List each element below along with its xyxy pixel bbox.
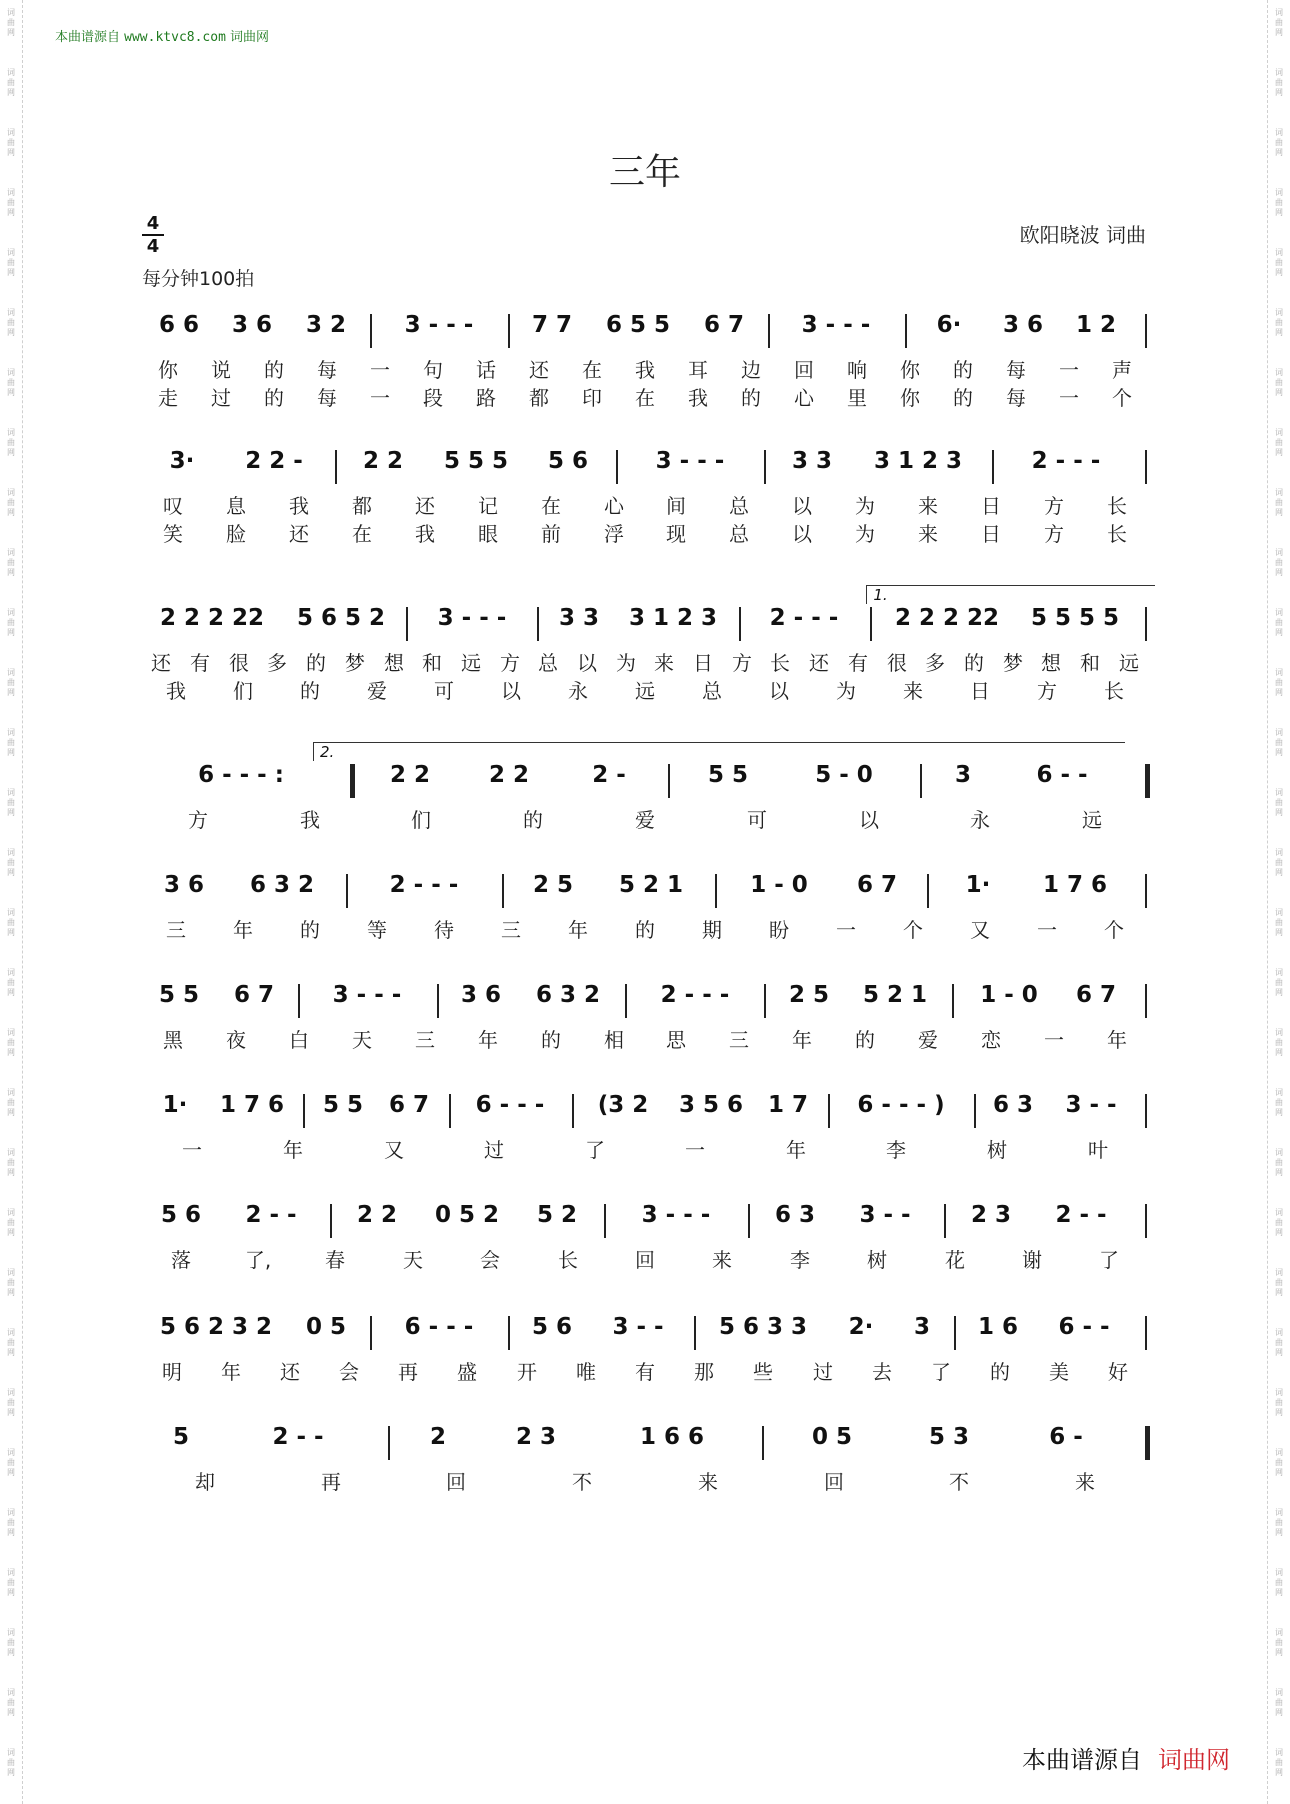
watermark-text: 词 曲 网 bbox=[7, 1028, 15, 1057]
barline bbox=[335, 450, 337, 484]
barline bbox=[927, 874, 929, 908]
tempo-marking: 每分钟100拍 bbox=[142, 268, 255, 290]
note-text: 2· bbox=[848, 1314, 874, 1340]
note-text: 3 3 bbox=[558, 605, 600, 631]
source-site: 词曲网 bbox=[230, 30, 270, 45]
note-text: 2 5 bbox=[532, 872, 574, 898]
barline bbox=[625, 984, 627, 1018]
barline bbox=[768, 314, 770, 348]
lyric-row: 却 再 回 不 来 回 不 来 bbox=[195, 1470, 1095, 1494]
watermark-text: 词 曲 网 bbox=[7, 1208, 15, 1237]
notes-row bbox=[142, 870, 1148, 914]
note-text: 5 3 bbox=[928, 1424, 970, 1450]
watermark-text: 词 曲 网 bbox=[1275, 8, 1283, 37]
lyric-row: 明 年 还 会 再 盛 开 唯 有 那 些 过 去 了 的 美 好 bbox=[162, 1360, 1128, 1384]
footer-source-site[interactable]: 词曲网 bbox=[1158, 1746, 1230, 1774]
watermark-text: 词 曲 网 bbox=[7, 788, 15, 817]
watermark-text: 词 曲 网 bbox=[7, 128, 15, 157]
note-text: 3 - - - bbox=[801, 312, 871, 338]
barline bbox=[694, 1316, 696, 1350]
watermark-text: 词 曲 网 bbox=[1275, 368, 1283, 397]
lyric-row: 走 过 的 每 一 段 路 都 印 在 我 的 心 里 你 的 每 一 个 bbox=[158, 386, 1132, 410]
watermark-text: 词 曲 网 bbox=[1275, 968, 1283, 997]
watermark-text: 词 曲 网 bbox=[1275, 1448, 1283, 1477]
footer-source-note: 本曲谱源自 bbox=[1022, 1746, 1142, 1774]
note-text: 3 - - - bbox=[437, 605, 507, 631]
author-credit: 欧阳晓波 词曲 bbox=[1019, 223, 1146, 247]
note-text: 2 - bbox=[592, 762, 626, 788]
watermark-text: 词 曲 网 bbox=[7, 1688, 15, 1717]
source-url[interactable]: www.ktvc8.com bbox=[124, 30, 226, 45]
notes-row bbox=[142, 760, 1148, 804]
note-text: 3 6 bbox=[1002, 312, 1044, 338]
watermark-text: 词 曲 网 bbox=[7, 1628, 15, 1657]
note-text: 5 6 bbox=[531, 1314, 573, 1340]
note-text: 5 5 bbox=[707, 762, 749, 788]
barline bbox=[1145, 607, 1147, 641]
note-text: 2 2 2 22 bbox=[894, 605, 1000, 631]
barline bbox=[298, 984, 300, 1018]
note-text: 5 6 5 2 bbox=[296, 605, 386, 631]
barline bbox=[764, 984, 766, 1018]
watermark-text: 词 曲 网 bbox=[1275, 1268, 1283, 1297]
barline bbox=[449, 1094, 451, 1128]
watermark-text: 词 曲 网 bbox=[1275, 248, 1283, 277]
note-text: 5 2 1 bbox=[618, 872, 684, 898]
note-text: 6 3 2 bbox=[249, 872, 315, 898]
source-note: 本曲谱源自 bbox=[55, 30, 121, 45]
note-text: 2 5 bbox=[788, 982, 830, 1008]
note-text: 6 - bbox=[1049, 1424, 1083, 1450]
note-text: 1 7 bbox=[767, 1092, 809, 1118]
note-text: 1· bbox=[162, 1092, 188, 1118]
note-text: 5 2 1 bbox=[862, 982, 928, 1008]
note-text: 3 - - bbox=[859, 1202, 911, 1228]
time-signature-top: 4 bbox=[146, 213, 160, 234]
watermark-text: 词 曲 网 bbox=[7, 1268, 15, 1297]
barline bbox=[1145, 1316, 1147, 1350]
barline bbox=[502, 874, 504, 908]
watermark-text: 词 曲 网 bbox=[7, 188, 15, 217]
note-text: 2 - - bbox=[1055, 1202, 1107, 1228]
time-signature bbox=[142, 214, 164, 256]
barline bbox=[388, 1426, 390, 1460]
barline bbox=[1145, 1204, 1147, 1238]
score-line bbox=[142, 980, 1148, 1052]
barline bbox=[748, 1204, 750, 1238]
lyric-row: 叹 息 我 都 还 记 在 心 间 总 以 为 来 日 方 长 bbox=[163, 494, 1127, 518]
barline bbox=[715, 874, 717, 908]
song-title: 三年 bbox=[608, 152, 681, 193]
watermark-text: 词 曲 网 bbox=[7, 308, 15, 337]
notes-row bbox=[142, 980, 1148, 1024]
note-text: 3 6 bbox=[163, 872, 205, 898]
double-barline bbox=[1145, 764, 1150, 798]
note-text: 6 - - - : bbox=[198, 762, 284, 788]
watermark-text: 词 曲 网 bbox=[7, 428, 15, 457]
note-text: 2 2 bbox=[362, 448, 404, 474]
note-text: 6 - - - bbox=[475, 1092, 545, 1118]
source-header bbox=[55, 26, 269, 45]
note-text: 5 bbox=[172, 1424, 190, 1450]
barline bbox=[952, 984, 954, 1018]
left-watermark-strip bbox=[0, 0, 23, 1804]
watermark-text: 词 曲 网 bbox=[7, 1568, 15, 1597]
note-text: 3 - - bbox=[612, 1314, 664, 1340]
volta-bracket: 2. bbox=[313, 742, 1125, 761]
barline bbox=[920, 764, 922, 798]
watermark-text: 词 曲 网 bbox=[1275, 308, 1283, 337]
note-text: 2 2 bbox=[356, 1202, 398, 1228]
lyric-row: 落 了, 春 天 会 长 回 来 李 树 花 谢 了 bbox=[171, 1248, 1119, 1272]
watermark-text: 词 曲 网 bbox=[1275, 728, 1283, 757]
time-signature-bottom: 4 bbox=[146, 236, 160, 257]
watermark-text: 词 曲 网 bbox=[1275, 1628, 1283, 1657]
note-text: 5 5 bbox=[158, 982, 200, 1008]
barline bbox=[762, 1426, 764, 1460]
watermark-text: 词 曲 网 bbox=[7, 1448, 15, 1477]
note-text: 6 3 bbox=[992, 1092, 1034, 1118]
watermark-text: 词 曲 网 bbox=[1275, 548, 1283, 577]
note-text: 6 7 bbox=[233, 982, 275, 1008]
watermark-text: 词 曲 网 bbox=[1275, 68, 1283, 97]
note-text: 5 6 2 3 2 bbox=[159, 1314, 273, 1340]
barline bbox=[537, 607, 539, 641]
score-line bbox=[142, 1422, 1148, 1494]
note-text: 5 5 5 5 bbox=[1030, 605, 1120, 631]
barline bbox=[954, 1316, 956, 1350]
barline bbox=[1145, 314, 1147, 348]
note-text: 0 5 bbox=[811, 1424, 853, 1450]
score-line bbox=[142, 586, 1148, 703]
watermark-text: 词 曲 网 bbox=[1275, 1148, 1283, 1177]
note-text: 1 - 0 bbox=[750, 872, 808, 898]
watermark-text: 词 曲 网 bbox=[7, 908, 15, 937]
note-text: 1 - 0 bbox=[980, 982, 1038, 1008]
watermark-text: 词 曲 网 bbox=[1275, 488, 1283, 517]
watermark-text: 词 曲 网 bbox=[7, 1088, 15, 1117]
note-text: 3 bbox=[954, 762, 972, 788]
watermark-text: 词 曲 网 bbox=[1275, 668, 1283, 697]
note-text: 1 6 bbox=[977, 1314, 1019, 1340]
lyric-row: 一 年 又 过 了 一 年 李 树 叶 bbox=[182, 1138, 1108, 1162]
note-text: 3 2 bbox=[305, 312, 347, 338]
right-watermark-strip bbox=[1267, 0, 1290, 1804]
score-line bbox=[142, 743, 1148, 832]
barline bbox=[974, 1094, 976, 1128]
note-text: 2 - - bbox=[272, 1424, 324, 1450]
barline bbox=[1145, 874, 1147, 908]
watermark-text: 词 曲 网 bbox=[7, 968, 15, 997]
note-text: 2 3 bbox=[515, 1424, 557, 1450]
lyric-row: 还 有 很 多 的 梦 想 和 远 方 总 以 为 来 日 方 长 还 有 很 多 的 梦 想 和 远 bbox=[151, 651, 1139, 675]
watermark-text: 词 曲 网 bbox=[1275, 1088, 1283, 1117]
watermark-text: 词 曲 网 bbox=[1275, 848, 1283, 877]
lyric-row: 黑 夜 白 天 三 年 的 相 思 三 年 的 爱 恋 一 年 bbox=[163, 1028, 1127, 1052]
score-line bbox=[142, 310, 1148, 410]
watermark-text: 词 曲 网 bbox=[7, 668, 15, 697]
source-footer bbox=[1022, 1740, 1230, 1775]
barline bbox=[739, 607, 741, 641]
barline bbox=[406, 607, 408, 641]
barline bbox=[1145, 450, 1147, 484]
notes-row bbox=[142, 603, 1148, 647]
watermark-text: 词 曲 网 bbox=[1275, 1028, 1283, 1057]
watermark-text: 词 曲 网 bbox=[1275, 188, 1283, 217]
watermark-text: 词 曲 网 bbox=[1275, 608, 1283, 637]
watermark-text: 词 曲 网 bbox=[1275, 428, 1283, 457]
note-text: 3 - - - bbox=[641, 1202, 711, 1228]
notes-row bbox=[142, 446, 1148, 490]
note-text: 2 bbox=[429, 1424, 447, 1450]
barline bbox=[1145, 1094, 1147, 1128]
barline bbox=[303, 1094, 305, 1128]
notes-row bbox=[142, 310, 1148, 354]
watermark-text: 词 曲 网 bbox=[1275, 908, 1283, 937]
notes-row bbox=[142, 1312, 1148, 1356]
lyric-row: 笑 脸 还 在 我 眼 前 浮 现 总 以 为 来 日 方 长 bbox=[163, 522, 1127, 546]
note-text: 6 6 bbox=[158, 312, 200, 338]
note-text: (3 2 bbox=[597, 1092, 649, 1118]
note-text: 2 2 - bbox=[245, 448, 303, 474]
score-line bbox=[142, 870, 1148, 942]
watermark-text: 词 曲 网 bbox=[7, 1508, 15, 1537]
double-barline bbox=[1145, 1426, 1150, 1460]
watermark-text: 词 曲 网 bbox=[7, 8, 15, 37]
barline bbox=[1145, 984, 1147, 1018]
watermark-text: 词 曲 网 bbox=[1275, 128, 1283, 157]
note-text: 6 - - - ) bbox=[857, 1092, 945, 1118]
note-text: 2 - - - bbox=[1031, 448, 1101, 474]
watermark-text: 词 曲 网 bbox=[7, 1748, 15, 1777]
note-text: 5 6 bbox=[547, 448, 589, 474]
note-text: 3 - - - bbox=[332, 982, 402, 1008]
watermark-text: 词 曲 网 bbox=[7, 368, 15, 397]
watermark-text: 词 曲 网 bbox=[7, 1148, 15, 1177]
note-text: 7 7 bbox=[531, 312, 573, 338]
barline bbox=[330, 1204, 332, 1238]
note-text: 6 - - - bbox=[404, 1314, 474, 1340]
note-text: 1· bbox=[965, 872, 991, 898]
watermark-text: 词 曲 网 bbox=[7, 848, 15, 877]
note-text: 6 - - bbox=[1058, 1314, 1110, 1340]
note-text: 2 3 bbox=[970, 1202, 1012, 1228]
watermark-text: 词 曲 网 bbox=[7, 548, 15, 577]
note-text: 6 3 2 bbox=[535, 982, 601, 1008]
barline bbox=[944, 1204, 946, 1238]
note-text: 1 7 6 bbox=[219, 1092, 285, 1118]
note-text: 2 - - - bbox=[389, 872, 459, 898]
barline bbox=[346, 874, 348, 908]
note-text: 3 3 bbox=[791, 448, 833, 474]
note-text: 6 7 bbox=[1075, 982, 1117, 1008]
note-text: 6 5 5 bbox=[605, 312, 671, 338]
watermark-text: 词 曲 网 bbox=[7, 728, 15, 757]
note-text: 3 - - - bbox=[404, 312, 474, 338]
note-text: 2 - - - bbox=[769, 605, 839, 631]
lyric-row: 方 我 们 的 爱 可 以 永 远 bbox=[188, 808, 1102, 832]
barline bbox=[508, 314, 510, 348]
note-text: 3 1 2 3 bbox=[628, 605, 718, 631]
lyric-row: 你 说 的 每 一 句 话 还 在 我 耳 边 回 响 你 的 每 一 声 bbox=[158, 358, 1132, 382]
watermark-text: 词 曲 网 bbox=[7, 608, 15, 637]
note-text: 6 7 bbox=[388, 1092, 430, 1118]
note-text: 5 5 bbox=[322, 1092, 364, 1118]
watermark-text: 词 曲 网 bbox=[7, 1328, 15, 1357]
note-text: 5 - 0 bbox=[815, 762, 873, 788]
barline bbox=[870, 607, 872, 641]
note-text: 5 5 5 bbox=[443, 448, 509, 474]
barline bbox=[370, 1316, 372, 1350]
note-text: 6· bbox=[936, 312, 962, 338]
lyric-row: 三 年 的 等 待 三 年 的 期 盼 一 个 又 一 个 bbox=[166, 918, 1124, 942]
note-text: 5 6 3 3 bbox=[718, 1314, 808, 1340]
note-text: 2 2 2 22 bbox=[159, 605, 265, 631]
note-text: 2 - - - bbox=[660, 982, 730, 1008]
barline bbox=[616, 450, 618, 484]
watermark-text: 词 曲 网 bbox=[7, 1388, 15, 1417]
watermark-text: 词 曲 网 bbox=[7, 488, 15, 517]
barline bbox=[437, 984, 439, 1018]
note-text: 6 3 bbox=[774, 1202, 816, 1228]
watermark-text: 词 曲 网 bbox=[1275, 1748, 1283, 1777]
watermark-text: 词 曲 网 bbox=[7, 68, 15, 97]
note-text: 3 6 bbox=[460, 982, 502, 1008]
watermark-text: 词 曲 网 bbox=[1275, 1328, 1283, 1357]
notes-row bbox=[142, 1422, 1148, 1466]
barline bbox=[572, 1094, 574, 1128]
note-text: 3 - - - bbox=[655, 448, 725, 474]
score-line bbox=[142, 446, 1148, 546]
note-text: 3 - - bbox=[1065, 1092, 1117, 1118]
note-text: 3· bbox=[169, 448, 195, 474]
barline bbox=[508, 1316, 510, 1350]
barline bbox=[604, 1204, 606, 1238]
note-text: 3 6 bbox=[231, 312, 273, 338]
barline bbox=[905, 314, 907, 348]
note-text: 6 7 bbox=[856, 872, 898, 898]
note-text: 6 7 bbox=[703, 312, 745, 338]
watermark-text: 词 曲 网 bbox=[1275, 788, 1283, 817]
double-barline bbox=[350, 764, 355, 798]
score-line bbox=[142, 1200, 1148, 1272]
notes-row bbox=[142, 1090, 1148, 1134]
barline bbox=[992, 450, 994, 484]
note-text: 6 - - bbox=[1036, 762, 1088, 788]
note-text: 1 6 6 bbox=[639, 1424, 705, 1450]
note-text: 2 - - bbox=[245, 1202, 297, 1228]
note-text: 2 2 bbox=[389, 762, 431, 788]
barline bbox=[668, 764, 670, 798]
watermark-text: 词 曲 网 bbox=[1275, 1508, 1283, 1537]
note-text: 2 2 bbox=[488, 762, 530, 788]
note-text: 3 5 6 bbox=[678, 1092, 744, 1118]
note-text: 1 7 6 bbox=[1042, 872, 1108, 898]
note-text: 5 2 bbox=[536, 1202, 578, 1228]
watermark-text: 词 曲 网 bbox=[1275, 1688, 1283, 1717]
notes-row bbox=[142, 1200, 1148, 1244]
barline bbox=[764, 450, 766, 484]
watermark-text: 词 曲 网 bbox=[1275, 1208, 1283, 1237]
watermark-text: 词 曲 网 bbox=[1275, 1388, 1283, 1417]
barline bbox=[370, 314, 372, 348]
note-text: 1 2 bbox=[1075, 312, 1117, 338]
watermark-text: 词 曲 网 bbox=[1275, 1568, 1283, 1597]
score-line bbox=[142, 1090, 1148, 1162]
watermark-text: 词 曲 网 bbox=[7, 248, 15, 277]
volta-bracket: 1. bbox=[866, 585, 1155, 604]
note-text: 5 6 bbox=[160, 1202, 202, 1228]
note-text: 0 5 2 bbox=[434, 1202, 500, 1228]
note-text: 0 5 bbox=[305, 1314, 347, 1340]
note-text: 3 1 2 3 bbox=[873, 448, 963, 474]
barline bbox=[828, 1094, 830, 1128]
score-line bbox=[142, 1312, 1148, 1384]
note-text: 3 bbox=[913, 1314, 931, 1340]
lyric-row: 我 们 的 爱 可 以 永 远 总 以 为 来 日 方 长 bbox=[166, 679, 1124, 703]
